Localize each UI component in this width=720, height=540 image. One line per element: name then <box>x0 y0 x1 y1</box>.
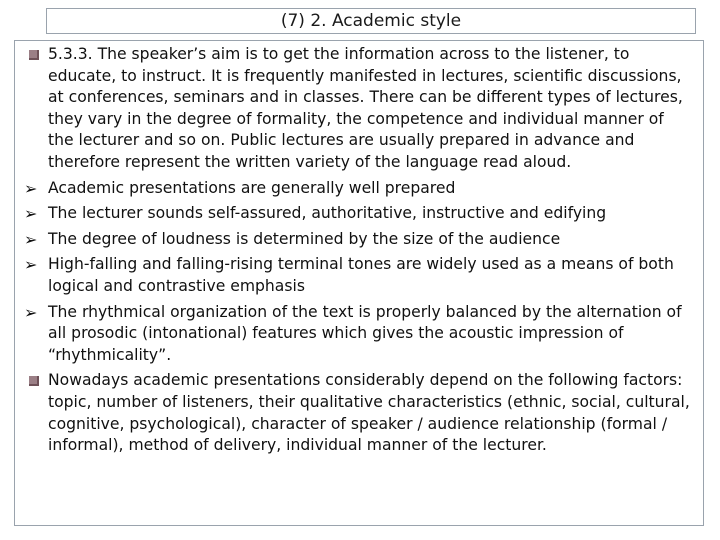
bullet-list <box>23 44 693 457</box>
list-item-text: High-falling and falling-rising terminal tones are widely used as a means of both logical and contrastive emphasis <box>48 255 674 295</box>
list-item-text: Academic presentations are generally well prepared <box>48 178 456 197</box>
list-item <box>23 302 693 367</box>
list-item <box>23 203 693 225</box>
arrow-bullet-icon: ➢ <box>24 178 38 198</box>
content-box <box>14 40 704 526</box>
arrow-bullet-icon: ➢ <box>24 229 38 249</box>
list-item-text: The rhythmical organization of the text is properly balanced by the alternation of all prosodic (intonational) features which gives the acoustic impression of “rhythmicality”. <box>48 302 682 364</box>
list-item <box>23 370 693 456</box>
arrow-bullet-icon: ➢ <box>24 255 38 275</box>
list-item <box>23 178 693 200</box>
list-item-text: 5.3.3. The speaker’s aim is to get the information across to the listener, to educate, to instruct. It is frequently manifested in lectures, scientific discussions, at conferences, seminars and in classes. There can be different types of lectures, they vary in the degree of formality, the competence and individual manner of the lecturer and so on. Public lectures are usually prepared in advance and therefore represent the written variety of the language read aloud. <box>48 45 683 171</box>
square-bullet-icon <box>23 44 43 66</box>
arrow-bullet-icon: ➢ <box>24 302 38 322</box>
list-item <box>23 254 693 297</box>
list-item <box>23 44 693 174</box>
arrow-bullet-icon: ➢ <box>24 204 38 224</box>
list-item-text: The lecturer sounds self-assured, authoritative, instructive and edifying <box>48 204 607 223</box>
list-item-text: Nowadays academic presentations considerably depend on the following factors: topic, number of listeners, their qualitative characteristics (ethnic, social, cultural, cognitive, psychological), character of speaker / audience relationship (formal / informal), method of delivery, individual manner of the lecturer. <box>48 371 690 455</box>
square-bullet-icon <box>23 370 43 392</box>
list-item-text: The degree of loudness is determined by the size of the audience <box>48 229 561 248</box>
slide-title: (7) 2. Academic style <box>46 8 696 34</box>
list-item <box>23 229 693 251</box>
